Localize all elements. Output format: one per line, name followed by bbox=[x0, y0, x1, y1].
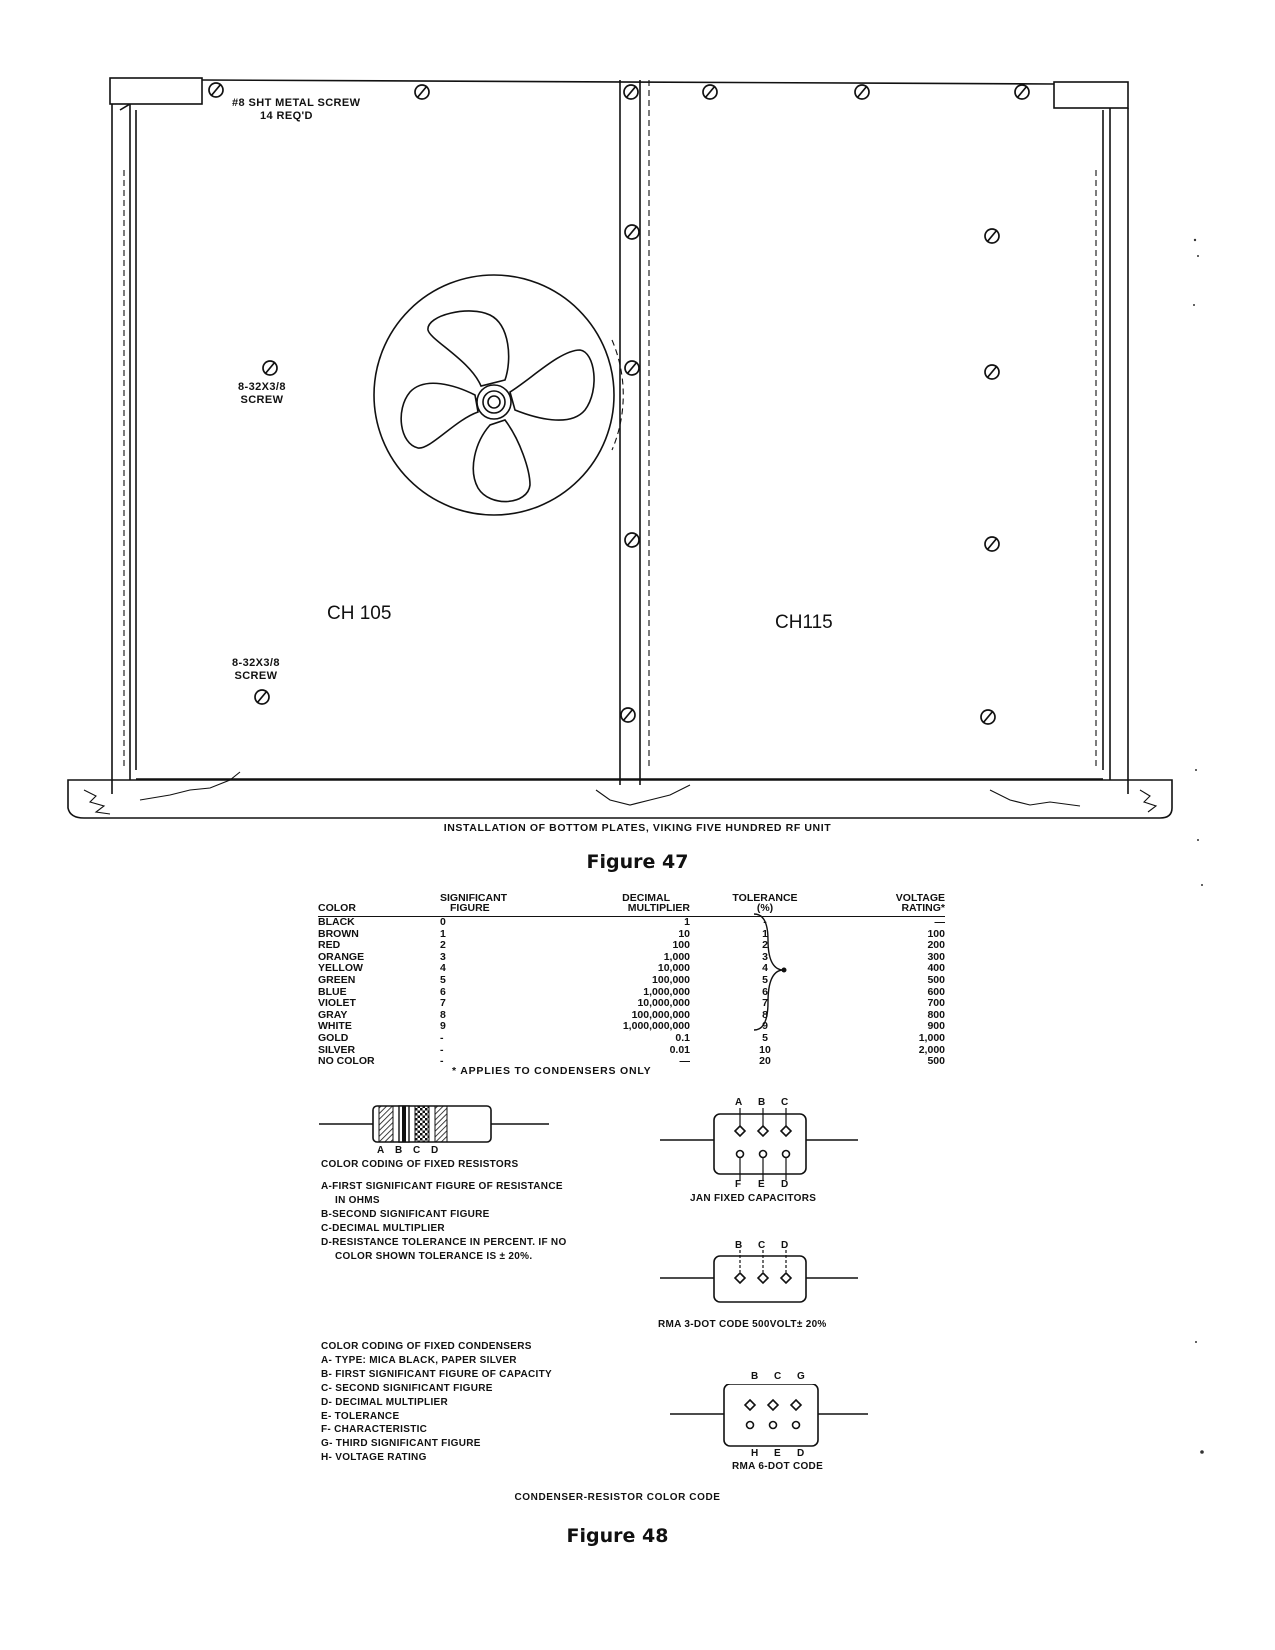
screw-icon bbox=[981, 710, 995, 724]
table-cell-volt: 500 bbox=[927, 973, 945, 986]
table-cell-color: NO COLOR bbox=[318, 1055, 375, 1068]
rma3-letter: B bbox=[735, 1240, 743, 1251]
table-cell-fig: 2 bbox=[440, 939, 446, 952]
rma3-letter: D bbox=[781, 1240, 789, 1251]
screw-icon bbox=[1015, 85, 1029, 99]
jan-letter: A bbox=[735, 1097, 743, 1108]
figure-47-title: Figure 47 bbox=[586, 851, 689, 873]
table-row bbox=[318, 917, 945, 929]
screw-icon bbox=[703, 85, 717, 99]
rma6-letter: C bbox=[774, 1371, 782, 1382]
table-cell-volt: 500 bbox=[927, 1055, 945, 1068]
table-cell-tol: 9 bbox=[762, 1020, 768, 1033]
table-cell-mult: 1,000 bbox=[663, 950, 690, 963]
rma6-letter: D bbox=[797, 1448, 805, 1459]
table-cell-color: VIOLET bbox=[318, 997, 356, 1010]
table-row bbox=[318, 1021, 945, 1033]
table-cell-color: BROWN bbox=[318, 927, 359, 940]
figure-47-caption: INSTALLATION OF BOTTOM PLATES, VIKING FIVE HUNDRED RF UNIT bbox=[443, 822, 832, 834]
table-cell-volt: 400 bbox=[927, 962, 945, 975]
table-row bbox=[318, 929, 945, 941]
table-cell-volt: 300 bbox=[927, 950, 945, 963]
col-header-tolerance: TOLERANCE (%) bbox=[690, 893, 840, 917]
table-cell-volt: 100 bbox=[927, 927, 945, 940]
table-cell-fig: 3 bbox=[440, 950, 446, 963]
table-cell-mult: 0.01 bbox=[669, 1043, 690, 1056]
table-cell-volt: 800 bbox=[927, 1008, 945, 1021]
table-cell-mult: 0.1 bbox=[675, 1031, 690, 1044]
screw-icon bbox=[985, 229, 999, 243]
color-code-table bbox=[318, 893, 945, 1068]
screw-icon bbox=[625, 361, 639, 375]
table-cell-mult: 1,000,000 bbox=[643, 985, 690, 998]
table-row bbox=[318, 975, 945, 987]
table-cell-mult: 100 bbox=[672, 939, 690, 952]
table-cell-mult: 100,000 bbox=[652, 973, 690, 986]
table-cell-mult: 1 bbox=[684, 916, 690, 928]
table-cell-tol: 5 bbox=[762, 1031, 768, 1044]
table-cell-fig: 9 bbox=[440, 1020, 446, 1033]
table-cell-fig: 5 bbox=[440, 973, 446, 986]
rma3-letter: C bbox=[758, 1240, 766, 1251]
jan-capacitor-diagram bbox=[660, 1108, 860, 1180]
table-cell-tol: 6 bbox=[762, 985, 768, 998]
table-cell-mult: 10,000,000 bbox=[637, 997, 690, 1010]
table-row bbox=[318, 952, 945, 964]
table-cell-fig: - bbox=[440, 1055, 444, 1068]
band-letter: A bbox=[377, 1145, 385, 1156]
table-cell-color: GREEN bbox=[318, 973, 356, 986]
table-cell-volt: — bbox=[934, 916, 945, 928]
rma6-caption: RMA 6-DOT CODE bbox=[732, 1461, 824, 1472]
col-header-color: COLOR bbox=[318, 893, 428, 917]
rma3-caption: RMA 3-DOT CODE 500VOLT± 20% bbox=[658, 1319, 827, 1330]
table-row bbox=[318, 998, 945, 1010]
jan-letter: D bbox=[781, 1179, 789, 1190]
screw-size-note-lower: 8-32X3/8 SCREW bbox=[232, 657, 280, 682]
table-cell-color: BLACK bbox=[318, 916, 355, 928]
table-row bbox=[318, 1045, 945, 1057]
screw-icon bbox=[985, 537, 999, 551]
table-cell-fig: - bbox=[440, 1031, 444, 1044]
table-cell-mult: 10 bbox=[678, 927, 690, 940]
table-cell-fig: 4 bbox=[440, 962, 446, 975]
table-cell-volt: 2,000 bbox=[918, 1043, 945, 1056]
rma6-letter: B bbox=[751, 1371, 759, 1382]
rma6-letter: H bbox=[751, 1448, 759, 1459]
screw-icon bbox=[263, 361, 277, 375]
table-cell-volt: 600 bbox=[927, 985, 945, 998]
col-header-decimal-multiplier: DECIMAL MULTIPLIER bbox=[560, 893, 690, 917]
table-cell-volt: 900 bbox=[927, 1020, 945, 1033]
jan-letter: B bbox=[758, 1097, 766, 1108]
jan-bottom-letters bbox=[735, 1178, 804, 1192]
rma-3-dot-diagram bbox=[660, 1250, 860, 1310]
table-cell-color: SILVER bbox=[318, 1043, 356, 1056]
table-row bbox=[318, 963, 945, 975]
table-row bbox=[318, 987, 945, 999]
table-cell-tol: 3 bbox=[762, 950, 768, 963]
figure-48-caption: CONDENSER-RESISTOR COLOR CODE bbox=[514, 1492, 721, 1503]
screw-icon bbox=[985, 365, 999, 379]
jan-letter: C bbox=[781, 1097, 789, 1108]
table-cell-tol: 7 bbox=[762, 997, 768, 1010]
screw-icon bbox=[415, 85, 429, 99]
table-cell-color: GRAY bbox=[318, 1008, 348, 1021]
table-cell-mult: — bbox=[679, 1055, 690, 1068]
jan-letter: E bbox=[758, 1179, 765, 1190]
condenser-notes: COLOR CODING OF FIXED CONDENSERS A- TYPE: MICA BLACK, PAPER SILVER B- FIRST SIGNIFICANT FIGURE OF CAPACITY C- SECOND SIGNIFICANT FIGURE D- DECIMAL MULTIPLIER E- TOLERANCE F- CHARACTERISTIC G- THIRD SIGNIFICANT FIGURE H- VOLTAGE RATING bbox=[321, 1341, 552, 1464]
screw-icon bbox=[624, 85, 638, 99]
col-header-voltage-rating: VOLTAGE RATING* bbox=[840, 893, 945, 917]
table-cell-color: RED bbox=[318, 939, 341, 952]
table-cell-tol: 1 bbox=[762, 927, 768, 940]
screw-icon bbox=[625, 533, 639, 547]
band-letter: C bbox=[413, 1145, 421, 1156]
table-row bbox=[318, 1033, 945, 1045]
fixed-resistor-diagram bbox=[315, 1098, 555, 1146]
table-cell-tol: 10 bbox=[759, 1043, 771, 1056]
table-footnote: * APPLIES TO CONDENSERS ONLY bbox=[452, 1065, 652, 1077]
rma6-bottom-letters bbox=[751, 1447, 820, 1461]
table-cell-color: GOLD bbox=[318, 1031, 349, 1044]
resistor-notes: A-FIRST SIGNIFICANT FIGURE OF RESISTANCE IN OHMS B-SECOND SIGNIFICANT FIGURE C-DECIMAL MULTIPLIER D-RESISTANCE TOLERANCE IN PERCENT. IF NO COLOR SHOWN TOLERANCE IS ± 20%. bbox=[321, 1181, 567, 1262]
jan-caption: JAN FIXED CAPACITORS bbox=[690, 1193, 817, 1204]
table-cell-fig: 6 bbox=[440, 985, 446, 998]
rma-6-dot-diagram bbox=[670, 1384, 870, 1450]
table-cell-fig: 1 bbox=[440, 927, 446, 940]
figure-48-title: Figure 48 bbox=[566, 1525, 669, 1547]
table-cell-tol: - bbox=[763, 916, 767, 928]
table-row bbox=[318, 940, 945, 952]
band-letter: D bbox=[431, 1145, 439, 1156]
rma6-letter: G bbox=[797, 1371, 805, 1382]
table-cell-tol: 4 bbox=[762, 962, 768, 975]
screw-icon bbox=[209, 83, 223, 97]
table-cell-mult: 1,000,000,000 bbox=[622, 1020, 690, 1033]
jan-letter: F bbox=[735, 1179, 742, 1190]
table-cell-fig: 7 bbox=[440, 997, 446, 1010]
right-chassis-label: CH115 bbox=[775, 612, 833, 633]
table-cell-tol: 2 bbox=[762, 939, 768, 952]
table-cell-fig: 8 bbox=[440, 1008, 446, 1021]
table-cell-volt: 200 bbox=[927, 939, 945, 952]
table-cell-volt: 700 bbox=[927, 997, 945, 1010]
resistor-title: COLOR CODING OF FIXED RESISTORS bbox=[321, 1159, 519, 1170]
table-cell-fig: 0 bbox=[440, 916, 446, 928]
screw-icon bbox=[855, 85, 869, 99]
table-cell-mult: 100,000,000 bbox=[631, 1008, 690, 1021]
resistor-band-letters bbox=[377, 1144, 449, 1158]
table-cell-tol: 8 bbox=[762, 1008, 768, 1021]
left-chassis-label: CH 105 bbox=[327, 603, 392, 624]
table-cell-color: YELLOW bbox=[318, 962, 363, 975]
table-cell-color: BLUE bbox=[318, 985, 347, 998]
scan-specks bbox=[1190, 230, 1230, 1480]
screw-icon bbox=[621, 708, 635, 722]
table-cell-volt: 1,000 bbox=[918, 1031, 945, 1044]
table-cell-tol: 5 bbox=[762, 973, 768, 986]
table-cell-tol: 20 bbox=[759, 1055, 771, 1068]
rma6-letter: E bbox=[774, 1448, 781, 1459]
rma6-top-letters bbox=[751, 1370, 820, 1384]
table-cell-fig: - bbox=[440, 1043, 444, 1056]
sheet-metal-screw-note: #8 SHT METAL SCREW 14 REQ'D bbox=[232, 97, 361, 122]
tolerance-brace bbox=[750, 910, 810, 1040]
col-header-significant-figure: SIGNIFICANT FIGURE bbox=[428, 893, 560, 917]
screw-icon bbox=[255, 690, 269, 704]
screw-size-note-upper: 8-32X3/8 SCREW bbox=[238, 381, 286, 406]
screw-icon bbox=[625, 225, 639, 239]
table-cell-color: ORANGE bbox=[318, 950, 365, 963]
table-cell-color: WHITE bbox=[318, 1020, 352, 1033]
table-cell-mult: 10,000 bbox=[657, 962, 690, 975]
band-letter: B bbox=[395, 1145, 403, 1156]
